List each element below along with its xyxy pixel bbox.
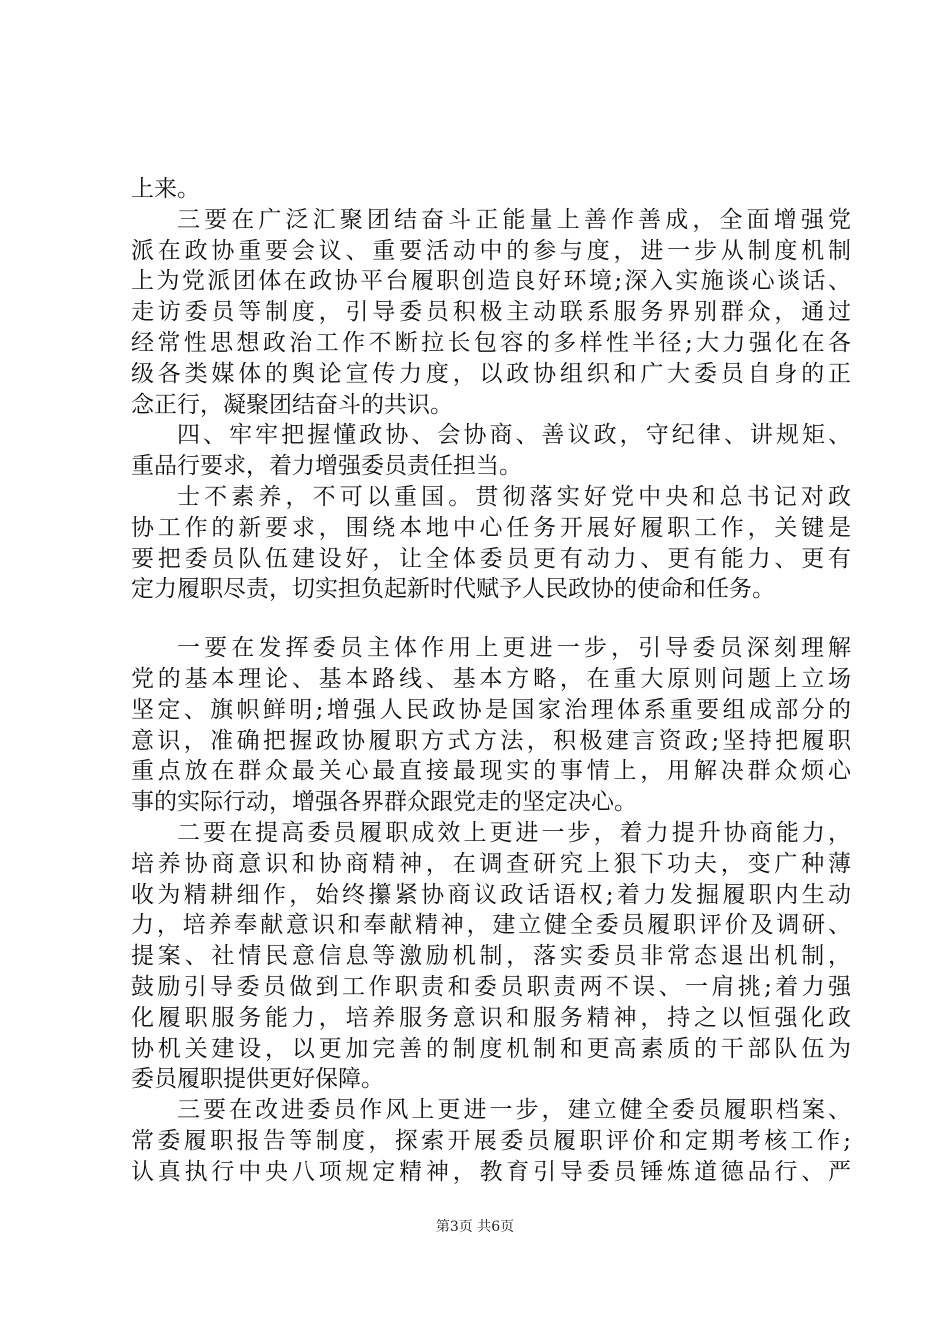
text-line: 常委履职报告等制度，探索开展委员履职评价和定期考核工作;: [131, 1127, 851, 1154]
text-line: 派在政协重要会议、重要活动中的参与度，进一步从制度机制: [131, 237, 851, 264]
text-line: 事的实际行动，增强各界群众跟党走的坚定决心。: [131, 789, 637, 816]
text-line: 党的基本理论、基本路线、基本方略，在重大原则问题上立场: [131, 665, 851, 692]
text-line: 力，培养奉献意识和奉献精神，建立健全委员履职评价及调研、: [131, 912, 851, 939]
text-line: 要把委员队伍建设好，让全体委员更有动力、更有能力、更有: [131, 545, 851, 572]
text-line: 协工作的新要求，围绕本地中心任务开展好履职工作，关键是: [131, 514, 851, 541]
text-line: 协机关建设，以更加完善的制度机制和更高素质的干部队伍为: [131, 1035, 851, 1062]
text-line: 级各类媒体的舆论宣传力度，以政协组织和广大委员自身的正: [131, 360, 851, 387]
text-line: 上为党派团体在政协平台履职创造良好环境;深入实施谈心谈话、: [131, 268, 851, 295]
text-line: 一要在发挥委员主体作用上更进一步，引导委员深刻理解: [177, 635, 851, 662]
text-line: 委员履职提供更好保障。: [131, 1066, 384, 1093]
document-body: [131, 174, 851, 1188]
text-line: 二要在提高委员履职成效上更进一步，着力提升协商能力，: [177, 819, 851, 846]
paragraph: [131, 205, 851, 421]
text-line: 四、牢牢把握懂政协、会协商、善议政，守纪律、讲规矩、: [177, 422, 851, 449]
text-line: 走访委员等制度，引导委员积极主动联系服务界别群众，通过: [131, 299, 851, 326]
text-line: 念正行，凝聚团结奋斗的共识。: [131, 391, 453, 418]
paragraph: [131, 633, 851, 818]
text-line: 三要在广泛汇聚团结奋斗正能量上善作善成，全面增强党: [177, 206, 851, 233]
paragraph: [131, 1095, 851, 1187]
page-number: 第3页 共6页: [435, 1219, 515, 1235]
text-line: 培养协商意识和协商精神，在调查研究上狠下功夫，变广种薄: [131, 850, 851, 877]
text-line: 坚定、旗帜鲜明;增强人民政协是国家治理体系重要组成部分的: [131, 696, 851, 723]
text-line: 重点放在群众最关心最直接最现实的事情上，用解决群众烦心: [131, 758, 851, 785]
page-footer: [0, 1216, 950, 1236]
text-line: 士不素养，不可以重国。贯彻落实好党中央和总书记对政: [177, 483, 851, 510]
text-line: 化履职服务能力，培养服务意识和服务精神，持之以恒强化政: [131, 1004, 851, 1031]
text-line: 认真执行中央八项规定精神，教育引导委员锤炼道德品行、严: [131, 1158, 851, 1185]
text-line: 三要在改进委员作风上更进一步，建立健全委员履职档案、: [177, 1097, 851, 1124]
paragraph: [131, 818, 851, 1095]
paragraph: [131, 420, 851, 482]
text-line: 重品行要求，着力增强委员责任担当。: [131, 453, 522, 480]
paragraph: [131, 482, 851, 605]
paragraph: [131, 174, 851, 205]
text-line: 上来。: [131, 176, 200, 202]
text-line: 经常性思想政治工作不断拉长包容的多样性半径;大力强化在各: [131, 329, 851, 356]
paragraph-spacer: [131, 605, 851, 633]
text-line: 意识，准确把握政协履职方式方法，积极建言资政;坚持把履职: [131, 727, 851, 754]
text-line: 鼓励引导委员做到工作职责和委员职责两不误、一肩挑;着力强: [131, 973, 851, 1000]
text-line: 提案、社情民意信息等激励机制，落实委员非常态退出机制，: [131, 943, 851, 970]
text-line: 收为精耕细作，始终攥紧协商议政话语权;着力发掘履职内生动: [131, 881, 851, 908]
text-line: 定力履职尽责，切实担负起新时代赋予人民政协的使命和任务。: [131, 576, 775, 603]
